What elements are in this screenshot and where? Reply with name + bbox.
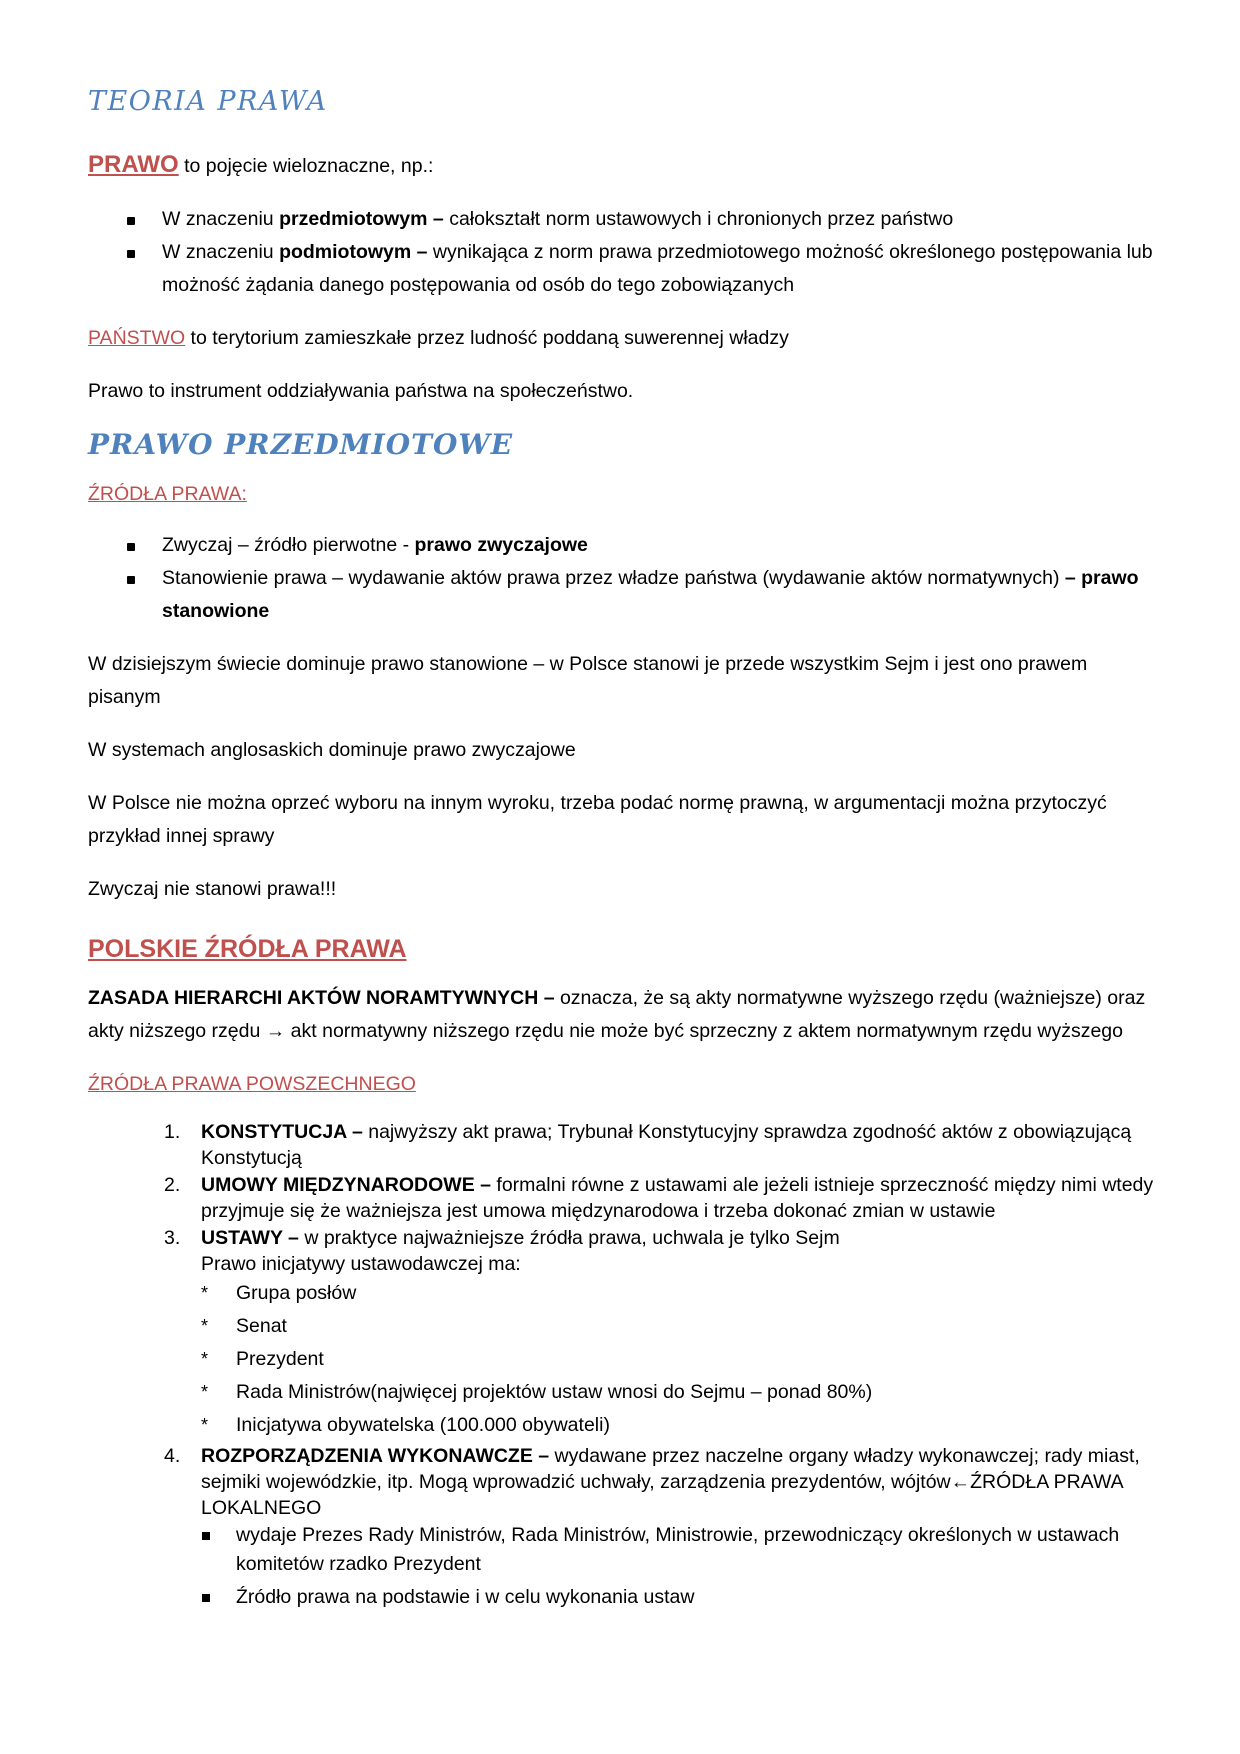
list-item: * Inicjatywa obywatelska (100.000 obywateli) bbox=[201, 1409, 1158, 1442]
asterisk-icon: * bbox=[201, 1415, 209, 1435]
list-item: Zwyczaj – źródło pierwotne - prawo zwyczajowe bbox=[88, 529, 1158, 562]
inicjatywa-list bbox=[201, 1277, 1158, 1442]
zasada-hierarchii-paragraph: ZASADA HIERARCHI AKTÓW NORAMTYWNYCH – oznacza, że są akty normatywne wyższego rzędu (ważniejsze) oraz akty niższego rzędu → akt normatywny niższego rzędu nie może być sprzeczny z aktem normatywnym rzędu wyższego bbox=[88, 987, 1146, 1042]
list-item: 3. USTAWY – w praktyce najważniejsze źródła prawa, uchwala je tylko Sejm Prawo inicjatywy ustawodawczej ma: * Grupa posłów * Senat * Prezydent * Rada Ministrów(najwięcej projektów ustaw wnosi do Sejmu – ponad 80%) * Inicjatywa obywatelska (100.000 obywateli) bbox=[88, 1225, 1158, 1442]
list-item: 4. ROZPORZĄDZENIA WYKONAWCZE – wydawane przez naczelne organy władzy wykonawczej; rady miast, sejmiki wojewódzkie, itp. Mogą wprowadzić uchwały, zarządzenia prezydentów, wójtów←ŹRÓDŁA PRAWA LOKALNEGO wydaje Prezes Rady Ministrów, Rada Ministrów, Ministrowie, przewodniczący określonych w ustawach komitetów rzadko Prezydent Źródło prawa na podstawie i w celu wykonania ustaw bbox=[88, 1443, 1158, 1612]
bullet-icon bbox=[202, 1532, 210, 1540]
asterisk-icon: * bbox=[201, 1349, 209, 1369]
zrodla-prawa-heading: ŹRÓDŁA PRAWA: bbox=[88, 483, 247, 505]
numbered-list bbox=[88, 1119, 1158, 1612]
list-item: * Rada Ministrów(najwięcej projektów ustaw wnosi do Sejmu – ponad 80%) bbox=[201, 1376, 1158, 1409]
instrument-paragraph: Prawo to instrument oddziaływania państwa na społeczeństwo. bbox=[88, 380, 634, 402]
polskie-zrodla-heading: POLSKIE ŹRÓDŁA PRAWA bbox=[88, 935, 407, 963]
panstwo-definition-text: to terytorium zamieszkałe przez ludność poddaną suwerennej władzy bbox=[185, 327, 789, 349]
list-item: Stanowienie prawa – wydawanie aktów prawa przez władze państwa (wydawanie aktów normatywnych) – prawo stanowione bbox=[88, 562, 1158, 628]
title-prawo-przedmiotowe: PRAWO PRZEDMIOTOWE bbox=[88, 428, 514, 461]
bullet-icon bbox=[127, 250, 135, 258]
asterisk-icon: * bbox=[201, 1382, 209, 1402]
list-item: * Senat bbox=[201, 1310, 1158, 1343]
bullet-icon bbox=[127, 543, 135, 551]
panstwo-term: PAŃSTWO bbox=[88, 327, 186, 349]
asterisk-icon: * bbox=[201, 1283, 209, 1303]
list-item: 2. UMOWY MIĘDZYNARODOWE – formalni równe z ustawami ale jeżeli istnieje sprzeczność między nimi wtedy przyjmuje się że ważniejsza jest umowa międzynarodowa i trzeba dokonać zmian w ustawie bbox=[164, 1174, 1154, 1222]
zrodla-list bbox=[88, 529, 1158, 628]
list-item: Źródło prawa na podstawie i w celu wykonania ustaw bbox=[201, 1583, 1158, 1612]
list-item: W znaczeniu przedmiotowym – całokształt norm ustawowych i chronionych przez państwo bbox=[88, 203, 1158, 236]
paragraph-wyrok: W Polsce nie można oprzeć wyboru na innym wyroku, trzeba podać normę prawną, w argumentacji można przytoczyć przykład innej sprawy bbox=[88, 792, 1107, 847]
bullet-icon bbox=[127, 576, 135, 584]
list-item: 1. KONSTYTUCJA – najwyższy akt prawa; Trybunał Konstytucyjny sprawdza zgodność aktów z obowiązującą Konstytucją bbox=[164, 1121, 1132, 1169]
prawo-term: PRAWO bbox=[88, 151, 179, 178]
paragraph-anglosaskie: W systemach anglosaskich dominuje prawo zwyczajowe bbox=[88, 739, 576, 761]
list-item: wydaje Prezes Rady Ministrów, Rada Ministrów, Ministrowie, przewodniczący określonych w ustawach komitetów rzadko Prezydent bbox=[201, 1521, 1158, 1579]
list-item: * Prezydent bbox=[201, 1343, 1158, 1376]
paragraph-dominacja: W dzisiejszym świecie dominuje prawo stanowione – w Polsce stanowi je przede wszystkim Sejm i jest ono prawem pisanym bbox=[88, 653, 1088, 708]
prawo-definition-text: to pojęcie wieloznaczne, np.: bbox=[178, 155, 434, 177]
document-page bbox=[88, 86, 1158, 1616]
paragraph-zwyczaj: Zwyczaj nie stanowi prawa!!! bbox=[88, 878, 337, 900]
title-teoria-prawa: TEORIA PRAWA bbox=[88, 86, 328, 117]
panstwo-definition bbox=[88, 322, 1158, 355]
bullet-icon bbox=[202, 1594, 210, 1602]
prawo-meanings-list bbox=[88, 203, 1158, 302]
asterisk-icon: * bbox=[201, 1316, 209, 1336]
bullet-icon bbox=[127, 217, 135, 225]
list-item: * Grupa posłów bbox=[201, 1277, 1158, 1310]
list-item: W znaczeniu podmiotowym – wynikająca z norm prawa przedmiotowego możność określonego postępowania lub możność żądania danego postępowania od osób do tego zobowiązanych bbox=[88, 236, 1158, 302]
rozporzadzenia-list bbox=[201, 1521, 1158, 1612]
prawo-definition bbox=[88, 148, 1158, 183]
zrodla-powszechnego-heading: ŹRÓDŁA PRAWA POWSZECHNEGO bbox=[88, 1073, 416, 1095]
